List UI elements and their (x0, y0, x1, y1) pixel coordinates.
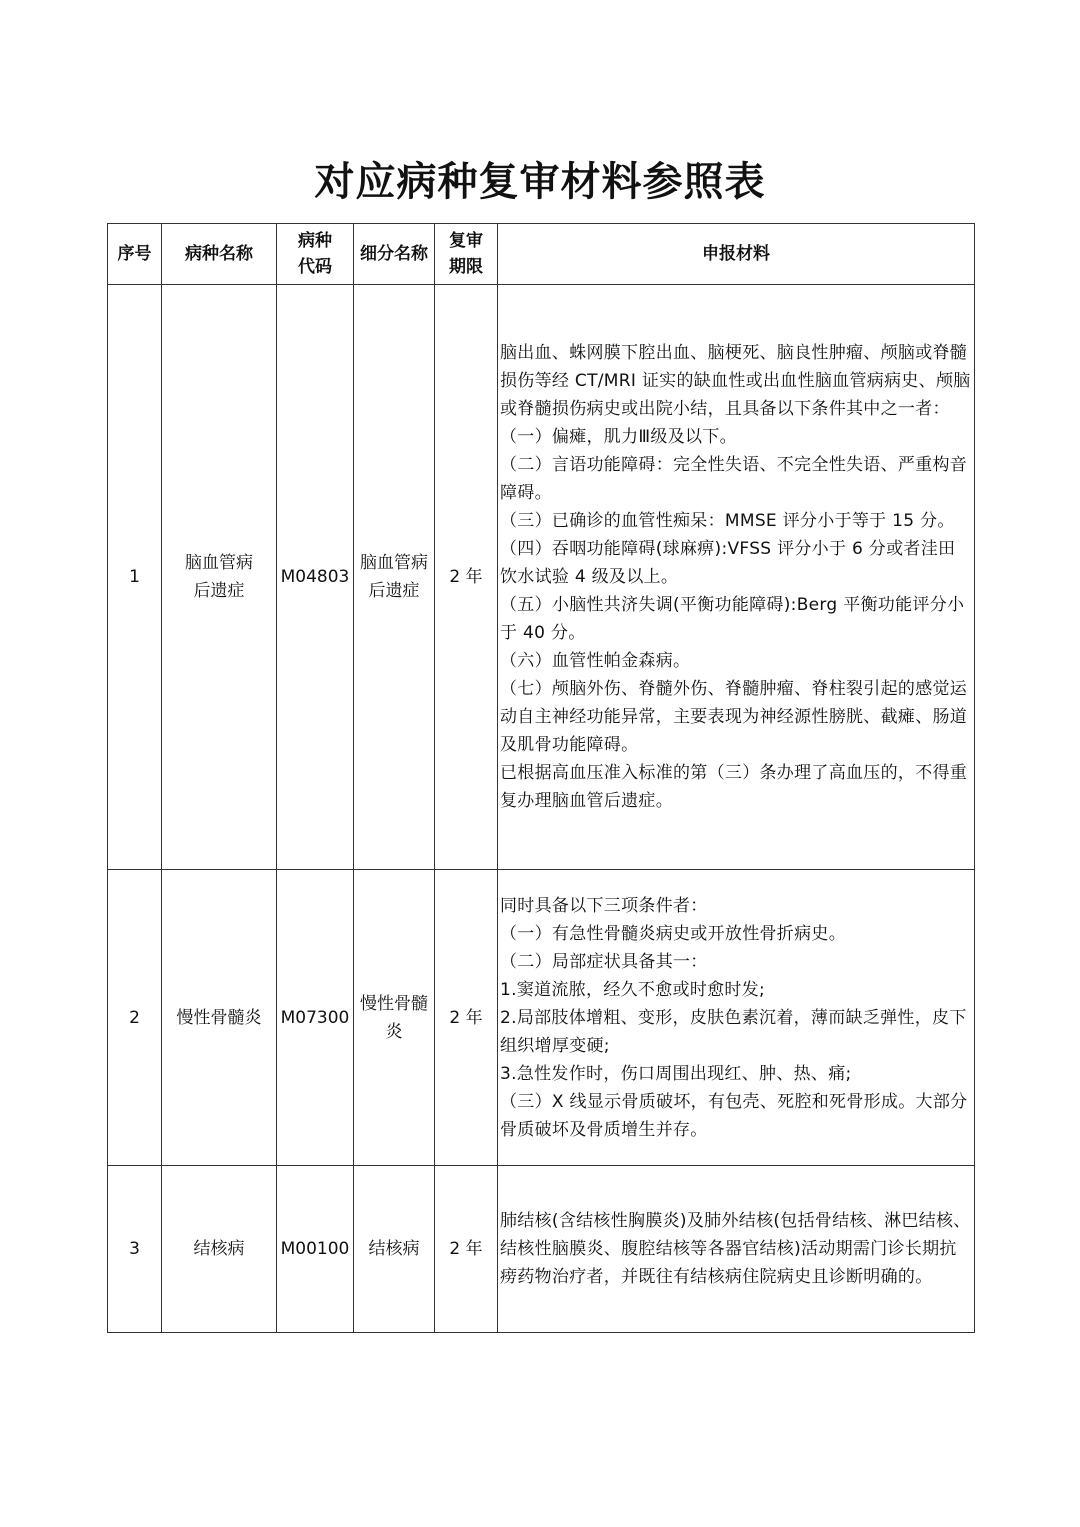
row-sub-name-line1: 结核病 (368, 1239, 420, 1259)
table-row (108, 870, 975, 1166)
material-paragraph: 肺结核(含结核性胸膜炎)及肺外结核(包括骨结核、淋巴结核、结核性脑膜炎、腹腔结核等各器官结核)活动期需门诊长期抗痨药物治疗者，并既往有结核病住院病史且诊断明确的。 (500, 1211, 971, 1287)
row-period: 2 年 (435, 870, 498, 1166)
row-sub-name-line2: 炎 (385, 1021, 403, 1042)
header-materials: 申报材料 (498, 224, 975, 285)
row-materials (498, 285, 975, 870)
row-sub-name-line2: 后遗症 (368, 581, 420, 601)
row-disease-name-line1: 慢性骨髓炎 (176, 1007, 262, 1028)
material-paragraph: （三）X 线显示骨质破坏，有包壳、死腔和死骨形成。大部分骨质破坏及骨质增生并存。 (500, 1091, 968, 1140)
material-paragraph: 1.窦道流脓，经久不愈或时愈时发; (500, 979, 766, 1000)
row-period: 2 年 (435, 285, 498, 870)
table-header-row (108, 224, 975, 285)
material-paragraph: 3.急性发作时，伤口周围出现红、肿、热、痛; (500, 1063, 852, 1084)
header-sub-name: 细分名称 (354, 224, 435, 285)
row-disease-name-line1: 脑血管病 (185, 553, 253, 573)
material-paragraph: （一）有急性骨髓炎病史或开放性骨折病史。 (500, 923, 846, 944)
header-code (277, 224, 354, 285)
row-disease-name (162, 870, 277, 1166)
row-code: M07300 (277, 870, 354, 1166)
row-sub-name (354, 285, 435, 870)
header-seq: 序号 (108, 224, 162, 285)
material-paragraph: （一）偏瘫，肌力Ⅲ级及以下。 (500, 427, 737, 447)
row-period: 2 年 (435, 1166, 498, 1333)
material-paragraph: 2.局部肢体增粗、变形，皮肤色素沉着，薄而缺乏弹性，皮下组织增厚变硬; (500, 1007, 967, 1056)
material-paragraph: 脑出血、蛛网膜下腔出血、脑梗死、脑良性肿瘤、颅脑或脊髓损伤等经 CT/MRI 证实的缺血性或出血性脑血管病病史、颅脑或脊髓损伤病史或出院小结，且具备以下条件其中之一者： (500, 343, 971, 419)
row-code: M04803 (277, 285, 354, 870)
page-title: 对应病种复审材料参照表 (314, 158, 766, 205)
header-period-line1: 复审 (449, 231, 483, 251)
header-code-line1: 病种 (298, 231, 332, 251)
row-sub-name-line1: 慢性骨髓 (360, 993, 428, 1014)
row-code: M00100 (277, 1166, 354, 1333)
material-paragraph: 已根据高血压准入标准的第（三）条办理了高血压的，不得重复办理脑血管后遗症。 (500, 763, 968, 811)
header-disease-name: 病种名称 (162, 224, 277, 285)
row-sub-name (354, 870, 435, 1166)
row-disease-name (162, 285, 277, 870)
row-disease-name-line1: 结核病 (193, 1239, 245, 1259)
row-disease-name-line2: 后遗症 (193, 581, 245, 601)
row-materials (498, 1166, 975, 1333)
material-paragraph: （二）局部症状具备其一： (500, 951, 708, 972)
material-paragraph: （二）言语功能障碍：完全性失语、不完全性失语、严重构音障碍。 (500, 455, 968, 503)
table-row (108, 1166, 975, 1333)
row-sub-name (354, 1166, 435, 1333)
row-seq: 1 (108, 285, 162, 870)
header-code-line2: 代码 (298, 257, 332, 277)
material-paragraph: （五）小脑性共济失调(平衡功能障碍):Berg 平衡功能评分小于 40 分。 (500, 595, 965, 643)
reference-table (107, 223, 975, 1333)
row-seq: 3 (108, 1166, 162, 1333)
material-paragraph: （四）吞咽功能障碍(球麻痹):VFSS 评分小于 6 分或者洼田饮水试验 4 级及以上。 (500, 539, 956, 587)
material-paragraph: （三）已确诊的血管性痴呆：MMSE 评分小于等于 15 分。 (500, 511, 955, 531)
row-disease-name (162, 1166, 277, 1333)
header-period-line2: 期限 (449, 257, 483, 277)
material-paragraph: 同时具备以下三项条件者： (500, 895, 708, 916)
row-sub-name-line1: 脑血管病 (360, 553, 428, 573)
material-paragraph: （七）颅脑外伤、脊髓外伤、脊髓肿瘤、脊柱裂引起的感觉运动自主神经功能异常，主要表现为神经源性膀胱、截瘫、肠道及肌骨功能障碍。 (500, 679, 968, 755)
table-row (108, 285, 975, 870)
row-seq: 2 (108, 870, 162, 1166)
header-period (435, 224, 498, 285)
material-paragraph: （六）血管性帕金森病。 (500, 651, 691, 671)
row-materials (498, 870, 975, 1166)
